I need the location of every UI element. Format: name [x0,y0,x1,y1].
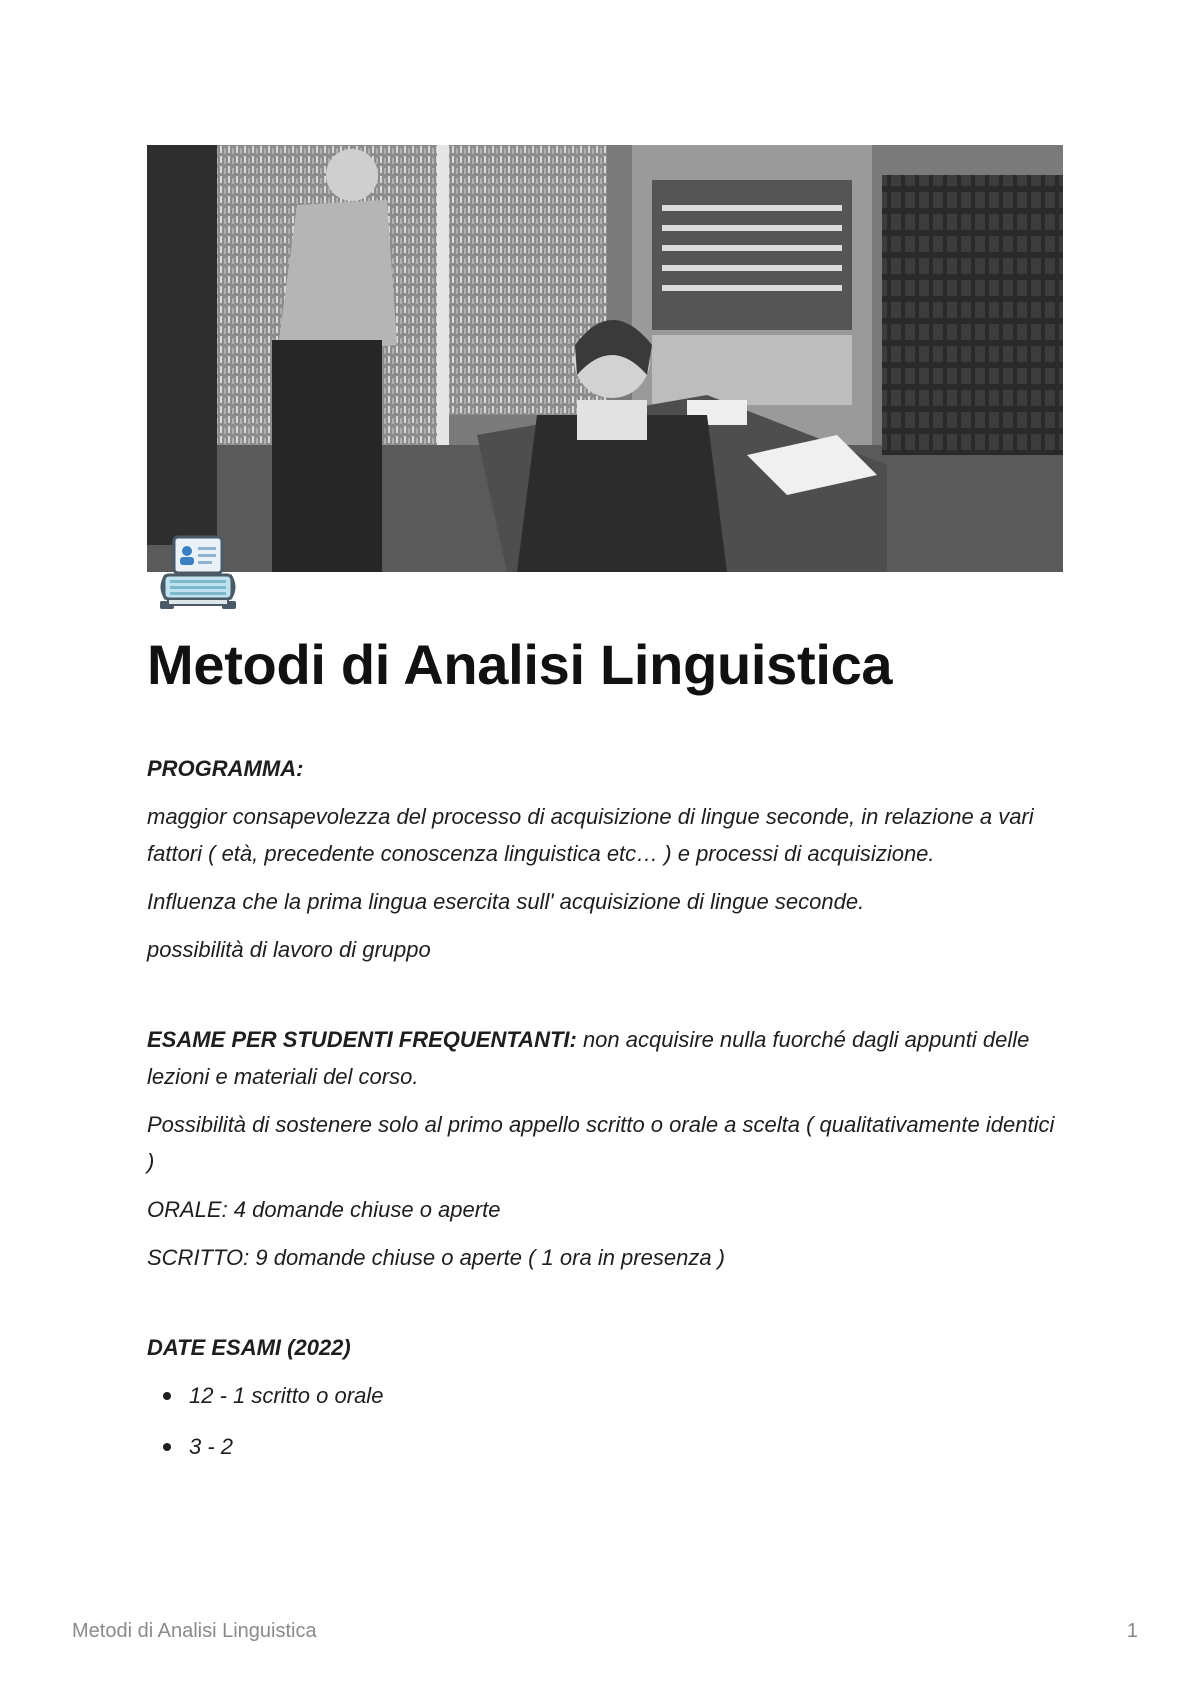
programma-paragraph: Influenza che la prima lingua esercita sull' acquisizione di lingue seconde. [147,889,865,914]
esame-paragraph: SCRITTO: 9 domande chiuse o aperte ( 1 ora in presenza ) [147,1245,725,1270]
programma-paragraph: possibilità di lavoro di gruppo [147,937,431,962]
esame-intro-paragraph [147,1021,1067,1095]
list-item: 3 - 2 [189,1428,1067,1465]
footer-title: Metodi di Analisi Linguistica [72,1620,317,1642]
date-list [147,1377,1067,1465]
esame-paragraph: ORALE: 4 domande chiuse o aperte [147,1197,501,1222]
programma-paragraph: maggior consapevolezza del processo di acquisizione di lingue seconde, in relazione a vari fattori ( età, precedente conoscenza linguistica etc… ) e processi di acquisizione. [147,804,1034,866]
esame-paragraph: Possibilità di sostenere solo al primo appello scritto o orale a scelta ( qualitativamente identici ) [147,1112,1055,1174]
page-title: Metodi di Analisi Linguistica [147,633,893,696]
computer-terminal-icon [156,535,240,613]
date-heading: DATE ESAMI (2022) [147,1335,351,1360]
list-item: 12 - 1 scritto o orale [189,1377,1067,1414]
page-content [147,750,1067,1479]
esame-heading: ESAME PER STUDENTI FREQUENTANTI: [147,1027,577,1052]
cover-photo-illustration [147,145,1063,572]
esame-intro: non acquisire nulla fuorché dagli appunti delle lezioni e materiali del corso. [147,1027,1030,1089]
programma-heading: PROGRAMMA: [147,756,304,781]
cover-image [147,145,1063,572]
page-number: 1 [1126,1620,1138,1642]
